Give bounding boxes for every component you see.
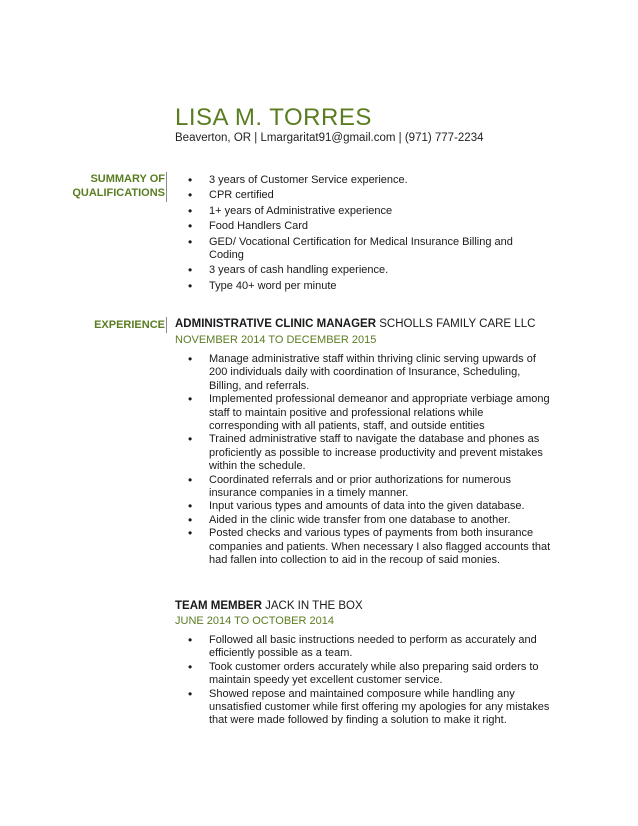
- summary-list: [175, 174, 545, 293]
- list-item: • Food Handlers Card: [175, 220, 545, 233]
- list-item: • 3 years of cash handling experience.: [175, 264, 545, 277]
- list-item: • Manage administrative staff within thriving clinic serving upwards of 200 individuals daily with coordination of Insurance, Scheduling, Billing, and referrals.: [175, 353, 555, 393]
- job-position: ADMINISTRATIVE CLINIC MANAGER: [175, 318, 377, 330]
- job-dates-2: JUNE 2014 TO OCTOBER 2014: [175, 615, 334, 627]
- job-company: JACK IN THE BOX: [265, 600, 363, 612]
- job-1-duties: [175, 353, 555, 568]
- job-2-duties: [175, 634, 555, 728]
- list-item: • Coordinated referrals and or prior authorizations for numerous insurance companies in a timely manner.: [175, 474, 555, 501]
- job-dates-1: NOVEMBER 2014 TO DECEMBER 2015: [175, 334, 377, 346]
- list-item: • Implemented professional demeanor and appropriate verbiage among staff to maintain positive and professional relations while corresponding with all patients, staff, and outside entities: [175, 393, 555, 433]
- list-item: • Followed all basic instructions needed to perform as accurately and efficiently possible as a team.: [175, 634, 555, 661]
- contact-info: Beaverton, OR | Lmargaritat91@gmail.com | (971) 777-2234: [175, 132, 484, 144]
- candidate-name: LISA M. TORRES: [175, 104, 372, 131]
- experience-section-label: EXPERIENCE: [94, 319, 165, 331]
- list-item: • Took customer orders accurately while also preparing said orders to maintain speedy yet excellent customer service.: [175, 661, 555, 688]
- list-item: • Showed repose and maintained composure while handling any unsatisfied customer while first offering my apologies for any mistakes that were made followed by finding a solution to make it right.: [175, 688, 555, 728]
- list-item: • Input various types and amounts of data into the given database.: [175, 500, 555, 513]
- list-item: • Posted checks and various types of payments from both insurance companies and patients. When necessary I also flagged accounts that had fallen into collection to aid in the recoup of said monies.: [175, 527, 555, 567]
- job-company: SCHOLLS FAMILY CARE LLC: [379, 318, 536, 330]
- list-item: • GED/ Vocational Certification for Medical Insurance Billing and Coding: [175, 236, 545, 263]
- section-divider: [166, 317, 167, 333]
- job-title-2: [175, 600, 363, 612]
- list-item: • Aided in the clinic wide transfer from one database to another.: [175, 514, 555, 527]
- list-item: • Type 40+ word per minute: [175, 280, 545, 293]
- job-position: TEAM MEMBER: [175, 600, 262, 612]
- summary-label-line2: QUALIFICATIONS: [72, 187, 165, 199]
- job-title-1: [175, 318, 535, 330]
- summary-label-line1: SUMMARY OF: [90, 173, 165, 185]
- list-item: • CPR certified: [175, 189, 545, 202]
- summary-section-label: [72, 172, 165, 200]
- list-item: • Trained administrative staff to navigate the database and phones as proficiently as possible to increase productivity and prevent mistakes within the schedule.: [175, 433, 555, 473]
- list-item: • 1+ years of Administrative experience: [175, 205, 545, 218]
- list-item: • 3 years of Customer Service experience.: [175, 174, 545, 187]
- section-divider: [166, 172, 167, 202]
